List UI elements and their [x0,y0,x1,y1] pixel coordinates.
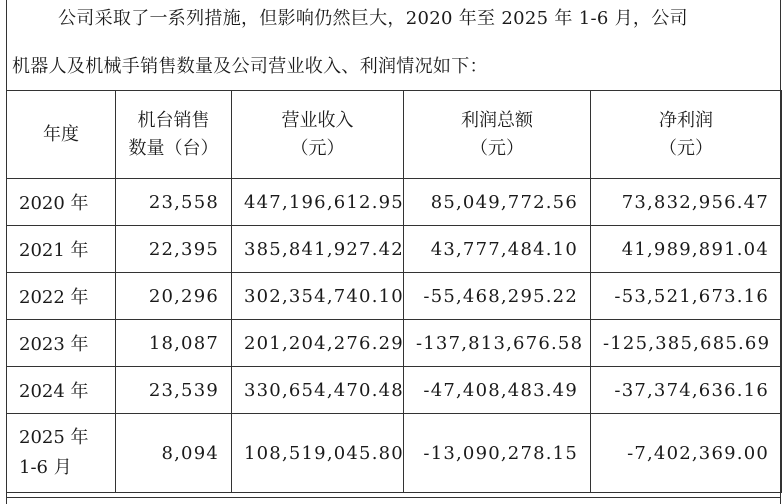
table-row [7,414,782,493]
year-cell: 2022 年 [7,273,116,320]
table-header-row [7,91,782,179]
header-year [7,91,116,179]
total-profit-cell: 43,777,484.10 [404,226,591,273]
units-cell: 8,094 [116,414,232,493]
net-profit-cell: -125,385,685.69 [591,320,782,367]
net-profit-cell: 41,989,891.04 [591,226,782,273]
revenue-cell: 302,354,740.10 [232,273,404,320]
total-profit-cell: -13,090,278.15 [404,414,591,493]
table-row [7,226,782,273]
year-cell: 2024 年 [7,367,116,414]
sales-profit-table [6,90,782,493]
year-cell-line-2: 1-6 月 [19,457,72,478]
units-cell: 20,296 [116,273,232,320]
year-cell: 2021 年 [7,226,116,273]
header-units-line-2: 数量（台） [128,137,219,159]
paragraph-line-2: 机器人及机械手销售数量及公司营业收入、利润情况如下： [12,56,488,77]
header-units-line-1: 机台销售 [137,109,210,131]
total-profit-cell: 85,049,772.56 [404,179,591,226]
bottom-rule [6,497,781,498]
table-row [7,179,782,226]
header-total-profit-line-1: 利润总额 [461,109,533,131]
revenue-cell: 108,519,045.80 [232,414,404,493]
net-profit-cell: 73,832,956.47 [591,179,782,226]
table-row [7,367,782,414]
revenue-cell: 201,204,276.29 [232,320,404,367]
net-profit-cell: -53,521,673.16 [591,273,782,320]
units-cell: 23,558 [116,179,232,226]
total-profit-cell: -137,813,676.58 [404,320,591,367]
header-total-profit [404,91,591,179]
year-cell [7,414,116,493]
paragraph-line-1: 公司采取了一系列措施，但影响仍然巨大，2020 年至 2025 年 1-6 月，公司 [58,8,688,29]
net-profit-cell: -37,374,636.16 [591,367,782,414]
revenue-cell: 330,654,470.48 [232,367,404,414]
header-units [116,91,232,179]
revenue-cell: 385,841,927.42 [232,226,404,273]
year-cell: 2020 年 [7,179,116,226]
header-revenue-line-1: 营业收入 [281,109,354,131]
header-total-profit-line-2: （元） [470,137,524,159]
table-row [7,320,782,367]
header-net-profit-line-1: 净利润 [659,109,713,131]
table-row [7,273,782,320]
units-cell: 23,539 [116,367,232,414]
header-net-profit-line-2: （元） [659,137,713,159]
header-revenue-line-2: （元） [290,137,345,159]
total-profit-cell: -55,468,295.22 [404,273,591,320]
header-net-profit [591,91,782,179]
header-year-label: 年度 [43,123,79,145]
header-revenue [232,91,404,179]
year-cell-line-1: 2025 年 [19,427,89,448]
revenue-cell: 447,196,612.95 [232,179,404,226]
units-cell: 18,087 [116,320,232,367]
net-profit-cell: -7,402,369.00 [591,414,782,493]
year-cell: 2023 年 [7,320,116,367]
total-profit-cell: -47,408,483.49 [404,367,591,414]
units-cell: 22,395 [116,226,232,273]
